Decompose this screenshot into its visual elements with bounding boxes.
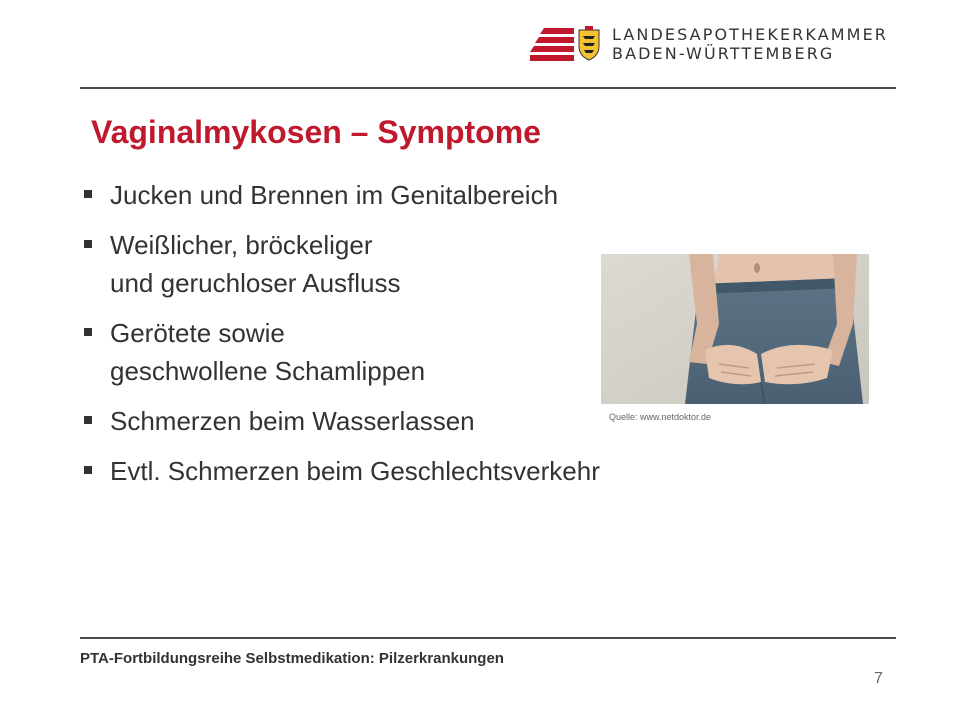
slide-title: Vaginalmykosen – Symptome — [91, 114, 541, 150]
bullet-text: und geruchloser Ausfluss — [110, 268, 401, 298]
logo-line-2: BADEN-WÜRTTEMBERG — [612, 44, 835, 63]
page-number: 7 — [874, 670, 883, 687]
coat-of-arms-icon — [576, 26, 602, 62]
bullet-item — [84, 402, 600, 440]
bullet-square-icon — [84, 466, 92, 474]
header-divider — [80, 87, 896, 89]
bullet-text: Gerötete sowie — [110, 318, 285, 348]
logo-text — [612, 25, 888, 63]
bullet-text: Schmerzen beim Wasserlassen — [110, 406, 475, 436]
bullet-square-icon — [84, 416, 92, 424]
footer-text: PTA-Fortbildungsreihe Selbstmedikation: Pilzerkrankungen — [80, 650, 504, 667]
logo-line-1: LANDESAPOTHEKERKAMMER — [612, 25, 888, 44]
bullet-square-icon — [84, 190, 92, 198]
bullet-text: Evtl. Schmerzen beim Geschlechtsverkehr — [110, 456, 600, 486]
bullet-item — [84, 226, 600, 302]
bullet-square-icon — [84, 328, 92, 336]
bullet-item — [84, 314, 600, 390]
symptom-photo — [601, 254, 869, 404]
photo-illustration — [601, 254, 869, 404]
image-caption: Quelle: www.netdoktor.de — [609, 412, 712, 422]
chamber-logo — [530, 24, 888, 64]
bullet-list — [84, 176, 600, 502]
bullet-item — [84, 176, 600, 214]
footer-divider — [80, 637, 896, 639]
bullet-text: Jucken und Brennen im Genitalbereich — [110, 180, 559, 210]
bullet-text: geschwollene Schamlippen — [110, 356, 426, 386]
bullet-item — [84, 452, 600, 490]
bullet-text: Weißlicher, bröckeliger — [110, 230, 373, 260]
bullet-square-icon — [84, 240, 92, 248]
logo-stripes-icon — [530, 28, 574, 62]
